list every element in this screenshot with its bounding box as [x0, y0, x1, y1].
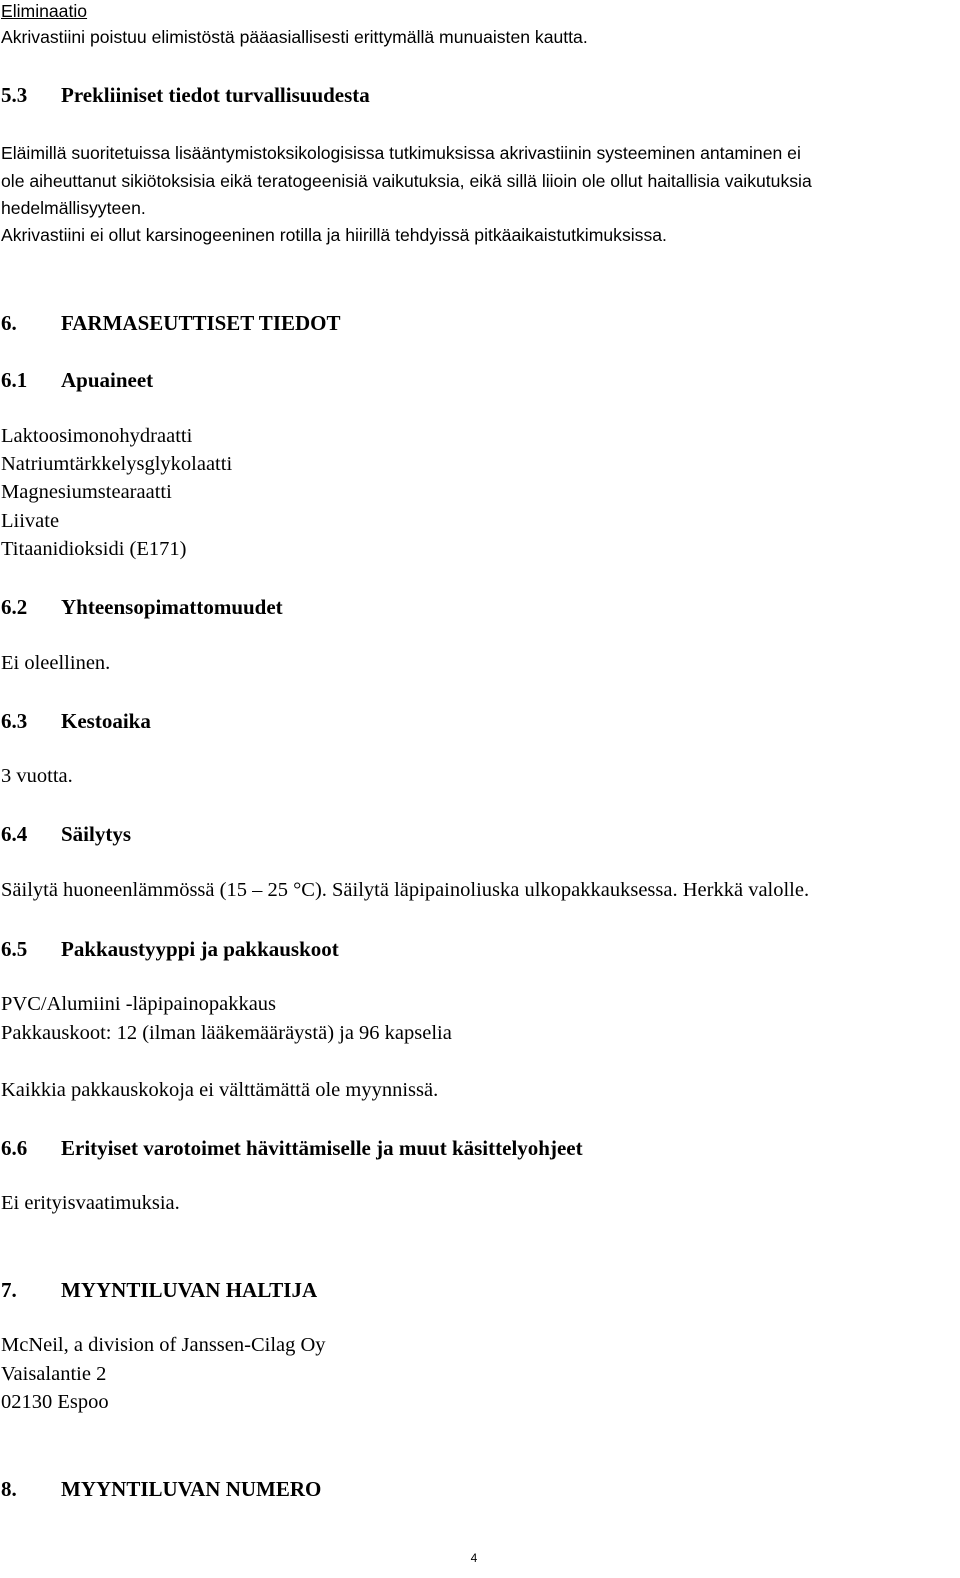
- section-number: 6.5: [1, 937, 28, 961]
- excipient-item: Liivate: [1, 510, 60, 532]
- holder-line: Vaisalantie 2: [1, 1363, 107, 1385]
- section-number: 7.: [1, 1278, 17, 1302]
- section-6-6-heading: [1, 1135, 583, 1161]
- package-line: PVC/Alumiini -läpipainopakkaus: [1, 993, 277, 1015]
- paragraph-line: hedelmällisyyteen.: [1, 198, 146, 218]
- section-title: Pakkaustyyppi ja pakkauskoot: [61, 937, 339, 961]
- package-line: Pakkauskoot: 12 (ilman lääkemääräystä) ja 96 kapselia: [1, 1022, 452, 1044]
- section-number: 6.4: [1, 822, 28, 846]
- section-title: Säilytys: [61, 822, 132, 846]
- section-6-4-heading: [1, 821, 131, 847]
- section-6-2-heading: [1, 594, 283, 620]
- section-8-heading: [1, 1476, 321, 1502]
- paragraph-line: Eläimillä suoritetuissa lisääntymistoksikologisissa tutkimuksissa akrivastiinin systeeminen antaminen ei: [1, 143, 801, 163]
- section-text: 3 vuotta.: [1, 765, 73, 787]
- section-6-5-heading: [1, 936, 339, 962]
- section-title: Yhteensopimattomuudet: [61, 595, 283, 619]
- section-text: Ei oleellinen.: [1, 652, 111, 674]
- section-6-3-heading: [1, 708, 151, 734]
- paragraph-line: ole aiheuttanut sikiötoksisia eikä teratogeenisiä vaikutuksia, eikä sillä liioin ole ollut haitallisia vaikutuksia: [1, 171, 812, 191]
- section-number: 6.1: [1, 368, 28, 392]
- excipient-item: Magnesiumstearaatti: [1, 481, 172, 503]
- package-note: Kaikkia pakkauskokoja ei välttämättä ole myynnissä.: [1, 1079, 439, 1101]
- section-7-heading: [1, 1277, 317, 1303]
- section-title: FARMASEUTTISET TIEDOT: [61, 311, 341, 335]
- section-text: Säilytä huoneenlämmössä (15 – 25 °C). Säilytä läpipainoliuska ulkopakkauksessa. Herkkä valolle.: [1, 879, 810, 901]
- section-title: Kestoaika: [61, 709, 151, 733]
- elimination-text: Akrivastiini poistuu elimistöstä pääasiallisesti erittymällä munuaisten kautta.: [1, 27, 588, 47]
- section-5-3-heading: [1, 82, 370, 108]
- excipient-item: Laktoosimonohydraatti: [1, 425, 193, 447]
- section-number: 6.6: [1, 1136, 28, 1160]
- section-title: MYYNTILUVAN NUMERO: [61, 1477, 322, 1501]
- section-6-1-heading: [1, 367, 153, 393]
- section-text: Ei erityisvaatimuksia.: [1, 1192, 180, 1214]
- paragraph-line: Akrivastiini ei ollut karsinogeeninen rotilla ja hiirillä tehdyissä pitkäaikaistutkimuksissa.: [1, 225, 667, 245]
- holder-line: 02130 Espoo: [1, 1391, 109, 1413]
- section-title: Prekliiniset tiedot turvallisuudesta: [61, 83, 370, 107]
- section-number: 5.3: [1, 83, 28, 107]
- section-6-heading: [1, 310, 341, 336]
- holder-line: McNeil, a division of Janssen-Cilag Oy: [1, 1334, 326, 1356]
- section-title: Apuaineet: [61, 368, 154, 392]
- elimination-title: Eliminaatio: [1, 1, 88, 21]
- section-title: Erityiset varotoimet hävittämiselle ja muut käsittelyohjeet: [61, 1136, 583, 1160]
- section-number: 6.3: [1, 709, 28, 733]
- excipient-item: Titaanidioksidi (E171): [1, 538, 187, 560]
- section-title: MYYNTILUVAN HALTIJA: [61, 1278, 318, 1302]
- section-number: 6.: [1, 311, 17, 335]
- section-number: 8.: [1, 1477, 17, 1501]
- excipient-item: Natriumtärkkelysglykolaatti: [1, 453, 233, 475]
- section-number: 6.2: [1, 595, 28, 619]
- page-number: 4: [470, 1551, 478, 1565]
